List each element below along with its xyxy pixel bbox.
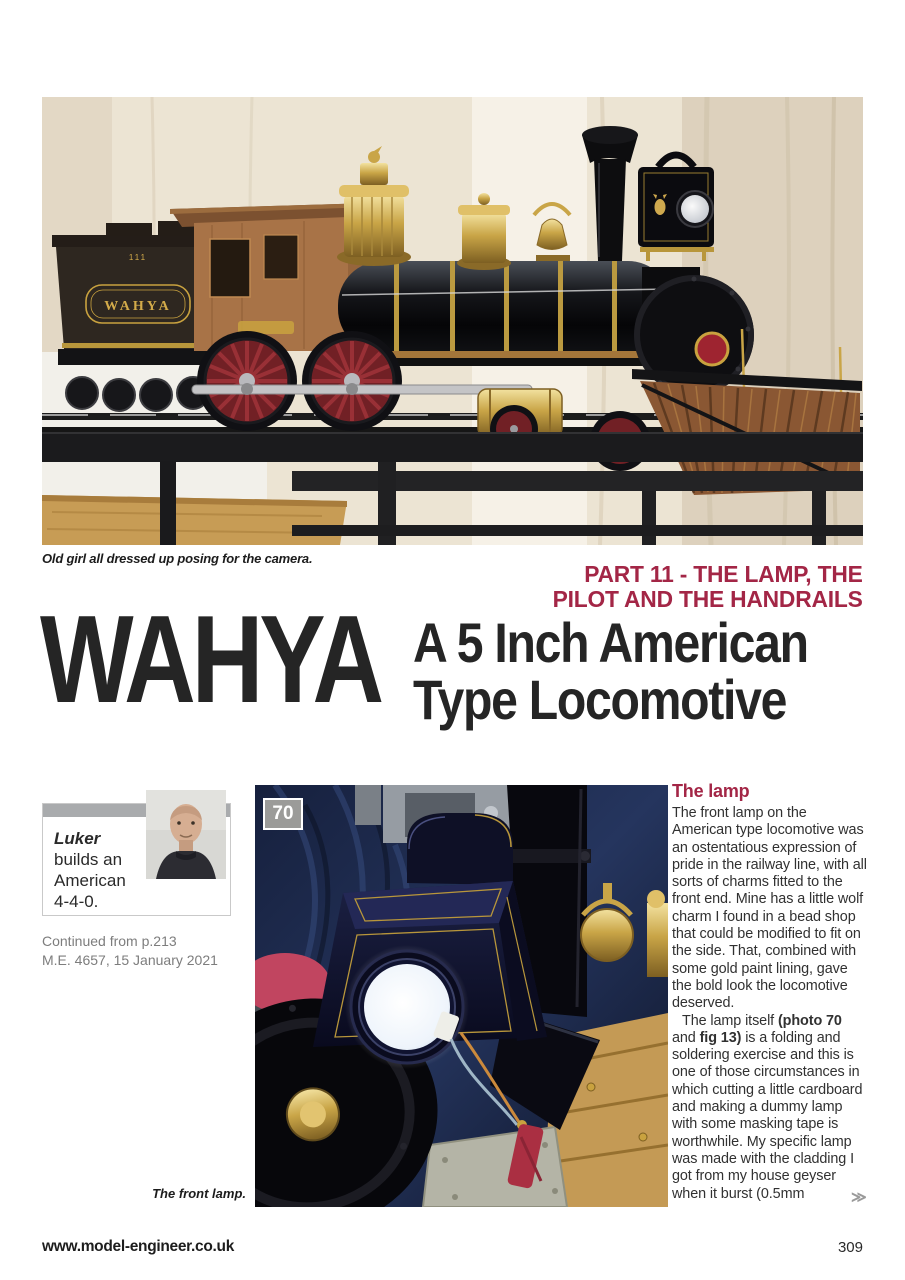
front-lamp-illustration bbox=[255, 785, 668, 1207]
author-portrait bbox=[146, 790, 226, 879]
continuation-arrow-icon: ≫ bbox=[851, 1189, 867, 1206]
subtitle-line2: Type Locomotive bbox=[413, 668, 787, 731]
author-blurb bbox=[54, 828, 126, 912]
para2-text: is a folding and soldering exercise and this is one of those circumstances in which cutting a little cardboard and making a dummy lamp with some masking tape is worthwhile. My specific lamp was made with the cladding I got from my house geyser when it burst (0.5mm bbox=[672, 1029, 863, 1202]
para2-text: The lamp itself bbox=[682, 1012, 778, 1029]
footer-page-number: 309 bbox=[837, 1239, 863, 1256]
author-box bbox=[42, 803, 231, 916]
display-stand bbox=[42, 432, 863, 545]
head-lamp bbox=[638, 155, 714, 261]
photo-number-badge: 70 bbox=[263, 798, 303, 830]
number-plate bbox=[696, 333, 728, 365]
article-paragraph-1: The front lamp on the American type locomotive was an ostentatious expression of pride in the railway line, with all sorts of charms fitted to the front end. Mine has a little wolf charm I found in a bead shop that could be modified to fit on the side. That, combined with some gold paint lining, gave the bold look the locomotive deserved. bbox=[672, 805, 867, 1012]
author-name: Luker bbox=[54, 829, 101, 848]
article-paragraph-2 bbox=[672, 1013, 869, 1203]
hero-locomotive-photo bbox=[42, 97, 863, 545]
article-title: WAHYA bbox=[40, 591, 381, 729]
photo-70-reference: (photo 70 bbox=[777, 1012, 842, 1029]
part-heading-line2: PILOT AND THE HANDRAILS bbox=[552, 586, 863, 612]
fig-13-reference: fig 13) bbox=[699, 1029, 742, 1046]
author-line2: American bbox=[54, 871, 126, 890]
continued-from-note bbox=[42, 932, 218, 970]
tender-number-text: 111 bbox=[128, 253, 148, 262]
article-column bbox=[672, 781, 869, 1203]
author-line1: builds an bbox=[54, 850, 123, 869]
front-lamp-caption: The front lamp. bbox=[152, 1186, 246, 1201]
hero-photo-caption: Old girl all dressed up posing for the camera. bbox=[42, 551, 313, 566]
footer-website-url: www.model-engineer.co.uk bbox=[42, 1238, 235, 1255]
section-heading: The lamp bbox=[672, 781, 750, 801]
continued-line2: M.E. 4657, 15 January 2021 bbox=[42, 952, 218, 968]
front-lamp-photo bbox=[255, 785, 668, 1207]
wooden-table bbox=[42, 495, 347, 545]
tender-plate-text: WAHYA bbox=[104, 299, 172, 314]
locomotive-illustration bbox=[42, 97, 863, 545]
part-heading-line1: PART 11 - THE LAMP, THE bbox=[584, 561, 863, 587]
para2-text: and bbox=[672, 1029, 700, 1046]
part-heading bbox=[553, 562, 863, 612]
author-line3: 4-4-0. bbox=[54, 892, 99, 911]
article-subtitle bbox=[413, 611, 808, 731]
continued-line1: Continued from p.213 bbox=[42, 933, 177, 949]
wolf-charm bbox=[655, 199, 666, 215]
subtitle-line1: A 5 Inch American bbox=[413, 611, 808, 674]
